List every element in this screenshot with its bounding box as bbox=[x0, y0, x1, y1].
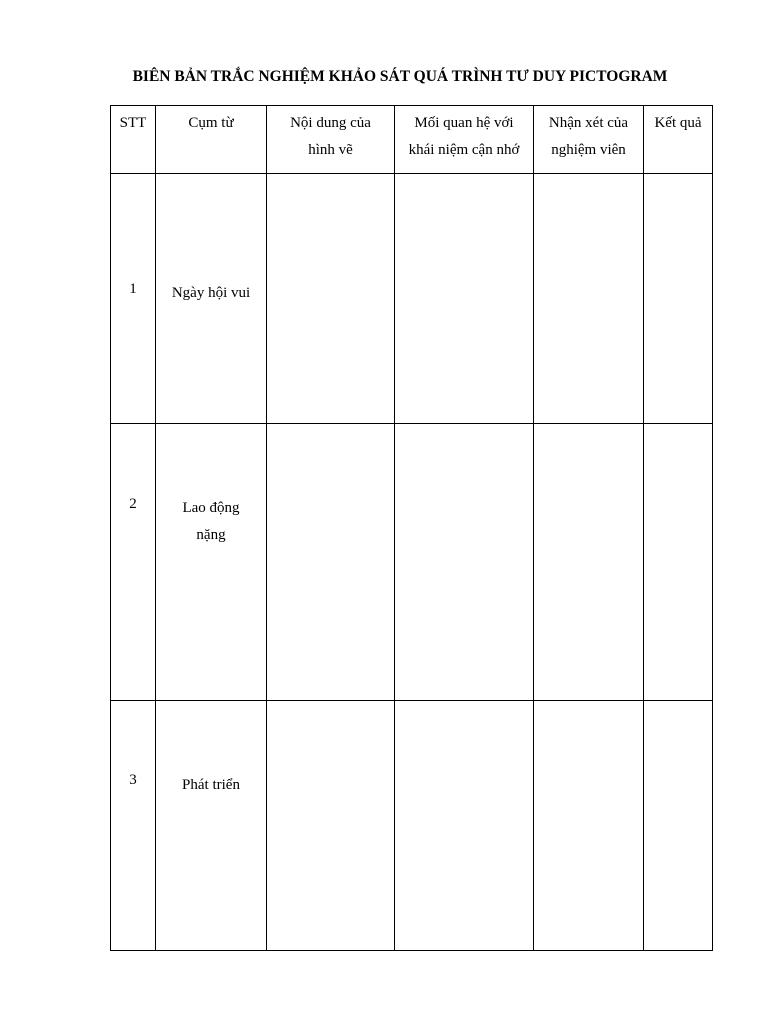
header-comment bbox=[534, 106, 644, 174]
row-stt: 1 bbox=[111, 174, 156, 424]
header-comment-line2: nghiệm viên bbox=[551, 142, 626, 158]
row-result[interactable] bbox=[644, 701, 713, 951]
table-row bbox=[111, 701, 713, 951]
header-result: Kết quả bbox=[644, 106, 713, 174]
row-relation[interactable] bbox=[395, 174, 534, 424]
row-phrase-line1: Ngày hội vui bbox=[171, 285, 251, 301]
header-comment-line1: Nhận xét của bbox=[548, 115, 629, 131]
header-relation-line2: khái niệm cận nhớ bbox=[408, 142, 520, 158]
row-stt: 2 bbox=[111, 424, 156, 701]
table-row bbox=[111, 174, 713, 424]
row-drawing-content[interactable] bbox=[267, 424, 395, 701]
row-stt: 3 bbox=[111, 701, 156, 951]
row-result[interactable] bbox=[644, 424, 713, 701]
pictogram-record-table bbox=[110, 105, 713, 951]
table-row bbox=[111, 424, 713, 701]
row-phrase-line1: Phát triển bbox=[182, 777, 240, 793]
row-comment[interactable] bbox=[534, 701, 644, 951]
header-drawing-content bbox=[267, 106, 395, 174]
row-phrase-line1: Lao động bbox=[182, 500, 240, 516]
row-phrase bbox=[156, 701, 267, 951]
row-drawing-content[interactable] bbox=[267, 701, 395, 951]
header-drawing-line1: Nội dung của bbox=[290, 115, 371, 131]
row-comment[interactable] bbox=[534, 424, 644, 701]
row-relation[interactable] bbox=[395, 701, 534, 951]
row-result[interactable] bbox=[644, 174, 713, 424]
header-relation bbox=[395, 106, 534, 174]
header-drawing-line2: hình vẽ bbox=[308, 142, 353, 158]
row-relation[interactable] bbox=[395, 424, 534, 701]
row-comment[interactable] bbox=[534, 174, 644, 424]
row-drawing-content[interactable] bbox=[267, 174, 395, 424]
header-stt: STT bbox=[111, 106, 156, 174]
row-phrase bbox=[156, 424, 267, 701]
row-phrase bbox=[156, 174, 267, 424]
document-title: BIÊN BẢN TRẮC NGHIỆM KHẢO SÁT QUÁ TRÌNH TƯ DUY PICTOGRAM bbox=[132, 68, 668, 85]
table-header-row bbox=[111, 106, 713, 174]
header-phrase: Cụm từ bbox=[156, 106, 267, 174]
header-relation-line1: Mối quan hệ với bbox=[414, 115, 514, 131]
row-phrase-line2: nặng bbox=[196, 527, 226, 543]
